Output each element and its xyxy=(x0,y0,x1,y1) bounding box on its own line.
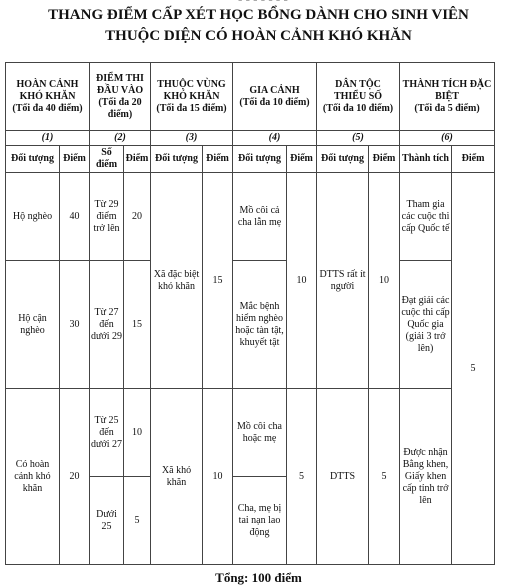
column-header-diem-thi: ĐIỂM THI ĐẦU VÀO (Tối đa 20 điểm) xyxy=(90,63,151,131)
cell-ho-can-ngheo: Hộ cận nghèo xyxy=(6,261,60,389)
cell-gia-canh-bottom-score: 5 xyxy=(287,389,317,565)
cell-hoan-canh-kho-khan-score: 20 xyxy=(60,389,90,565)
subheader-so-diem: Số điểm xyxy=(90,146,124,173)
cell-dtts-score: 5 xyxy=(369,389,400,565)
cell-ho-ngheo: Hộ nghèo xyxy=(6,173,60,261)
subheader-doi-tuong: Đối tượng xyxy=(151,146,203,173)
scholarship-score-table xyxy=(5,62,495,565)
cell-thi-quoc-te: Tham gia các cuộc thi cấp Quốc tế xyxy=(400,173,452,261)
cell-diem-thi-27: Từ 27 đến dưới 29 xyxy=(90,261,124,389)
cell-xa-dac-biet: Xã đặc biệt khó khăn xyxy=(151,173,203,389)
subheader-diem: Điểm xyxy=(287,146,317,173)
column-number: (2) xyxy=(90,131,151,146)
table-row xyxy=(6,173,495,261)
cell-xa-kho-khan-score: 10 xyxy=(203,389,233,565)
cell-ho-ngheo-score: 40 xyxy=(60,173,90,261)
cell-thanh-tich-score: 5 xyxy=(452,173,495,565)
column-header-vung-kho-khan: THUỘC VÙNG KHÓ KHĂN (Tối đa 15 điểm) xyxy=(151,63,233,131)
column-number: (1) xyxy=(6,131,90,146)
subheader-doi-tuong: Đối tượng xyxy=(233,146,287,173)
cell-gia-canh-top-score: 10 xyxy=(287,173,317,389)
cell-mo-coi-ca-cha-me: Mồ côi cả cha lẫn mẹ xyxy=(233,173,287,261)
column-header-gia-canh: GIA CẢNH (Tối đa 10 điểm) xyxy=(233,63,317,131)
table-row xyxy=(6,261,495,389)
cell-diem-thi-29-score: 20 xyxy=(124,173,151,261)
cell-diem-thi-27-score: 15 xyxy=(124,261,151,389)
cell-diem-thi-25-score: 10 xyxy=(124,389,151,477)
cut-off-header-text xyxy=(238,0,288,7)
total-points: Tổng: 100 điểm xyxy=(215,570,302,585)
cell-mo-coi-cha-hoac-me: Mồ côi cha hoặc mẹ xyxy=(233,389,287,477)
subheader-row xyxy=(6,146,495,173)
cell-xa-dac-biet-score: 15 xyxy=(203,173,233,389)
document-title: THANG ĐIỂM CẤP XÉT HỌC BỔNG DÀNH CHO SINH VIÊN xyxy=(48,7,469,23)
subheader-thanh-tich: Thành tích xyxy=(400,146,452,173)
column-number: (3) xyxy=(151,131,233,146)
cell-dtts: DTTS xyxy=(317,389,369,565)
cell-benh-hiem-ngheo: Mắc bệnh hiểm nghèo hoặc tàn tật, khuyết tật xyxy=(233,261,287,389)
subheader-diem: Điểm xyxy=(60,146,90,173)
cell-hoan-canh-kho-khan: Có hoàn cảnh khó khăn xyxy=(6,389,60,565)
subheader-diem: Điểm xyxy=(369,146,400,173)
cell-ho-can-ngheo-score: 30 xyxy=(60,261,90,389)
subheader-diem: Điểm xyxy=(203,146,233,173)
cell-tai-nan-lao-dong: Cha, mẹ bị tai nạn lao động xyxy=(233,477,287,565)
cell-diem-thi-duoi-25: Dưới 25 xyxy=(90,477,124,565)
cell-dtts-rat-it: DTTS rất ít người xyxy=(317,173,369,389)
column-header-row xyxy=(6,63,495,131)
cut-off-header xyxy=(0,0,517,6)
column-number: (5) xyxy=(317,131,400,146)
subheader-doi-tuong: Đối tượng xyxy=(6,146,60,173)
column-header-thanh-tich: THÀNH TÍCH ĐẶC BIỆT (Tối đa 5 điểm) xyxy=(400,63,495,131)
column-number: (4) xyxy=(233,131,317,146)
cell-giai-quoc-gia: Đạt giải các cuộc thi cấp Quốc gia (giải 3 trở lên) xyxy=(400,261,452,389)
subheader-doi-tuong: Đối tượng xyxy=(317,146,369,173)
table-row xyxy=(6,389,495,477)
column-number: (6) xyxy=(400,131,495,146)
column-number-row xyxy=(6,131,495,146)
subheader-diem: Điểm xyxy=(452,146,495,173)
cell-xa-kho-khan: Xã khó khăn xyxy=(151,389,203,565)
cell-diem-thi-duoi-25-score: 5 xyxy=(124,477,151,565)
cell-diem-thi-29: Từ 29 điểm trở lên xyxy=(90,173,124,261)
column-header-dan-toc: DÂN TỘC THIỂU SỐ (Tối đa 10 điểm) xyxy=(317,63,400,131)
column-header-hoan-canh: HOÀN CẢNH KHÓ KHĂN (Tối đa 40 điểm) xyxy=(6,63,90,131)
cell-dtts-rat-it-score: 10 xyxy=(369,173,400,389)
cell-bang-khen: Được nhận Bằng khen, Giấy khen cấp tỉnh trở lên xyxy=(400,389,452,565)
cell-diem-thi-25: Từ 25 đến dưới 27 xyxy=(90,389,124,477)
subheader-diem: Điểm xyxy=(124,146,151,173)
document-subtitle: THUỘC DIỆN CÓ HOÀN CẢNH KHÓ KHĂN xyxy=(105,28,412,44)
